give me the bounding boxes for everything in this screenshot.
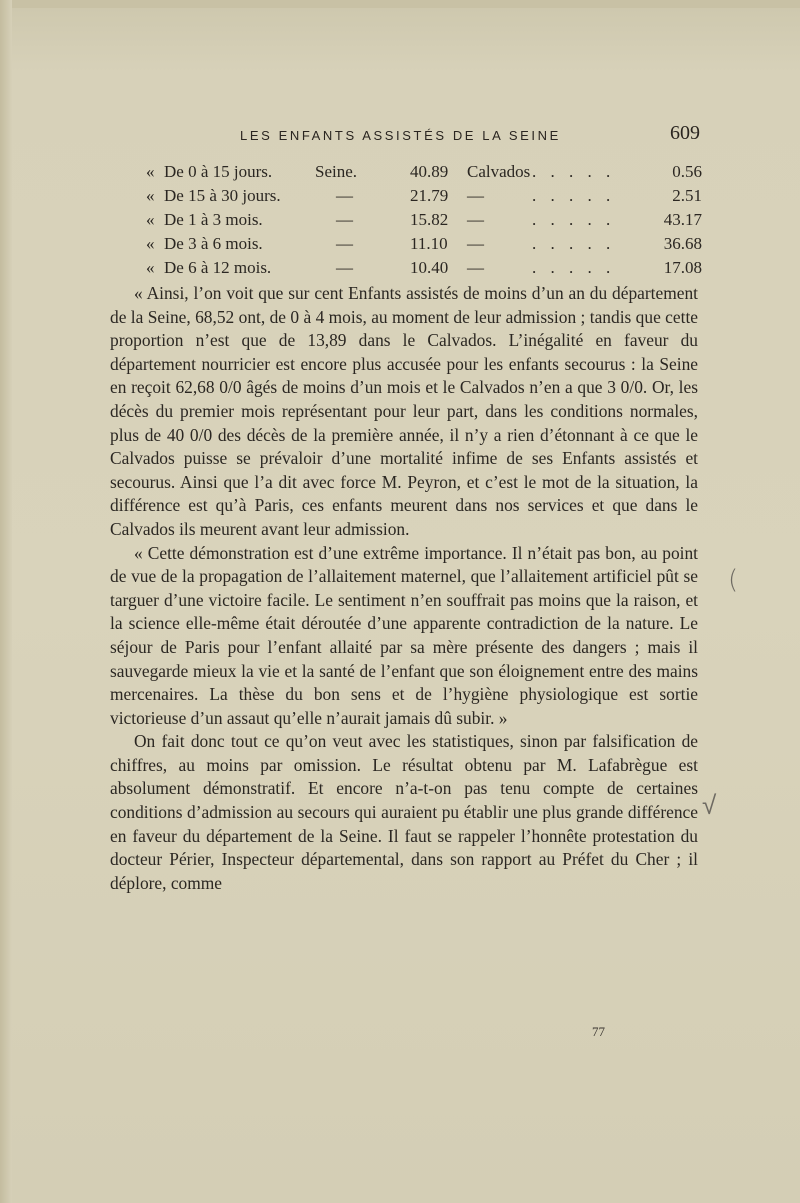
statistics-row — [140, 208, 710, 232]
page-left-edge — [0, 0, 12, 1203]
statistics-row — [140, 160, 710, 184]
body-text — [110, 282, 698, 895]
row-value-seine: 10.40 — [410, 258, 449, 277]
row-place-seine: — — [336, 258, 353, 277]
row-quote-mark: « — [146, 234, 155, 253]
row-place-seine: — — [336, 186, 353, 205]
row-place-seine: — — [336, 210, 353, 229]
page-header — [108, 122, 700, 152]
row-value-calvados: 2.51 — [672, 186, 702, 205]
row-value-calvados: 0.56 — [672, 162, 702, 181]
row-quote-mark: « — [146, 210, 155, 229]
paragraph: On fait donc tout ce qu’on veut avec les statistiques, sinon par falsification de chiffres, au moins par omission. Le résultat obtenu par M. Lafabrègue est absolument démonstratif. Et encore n’a-t-on pas tenu compte de certaines conditions d’admission au secours qui auraient pu établir une plus grande différence en faveur du département de la Seine. Il faut se rappeler l’honnête protestation du docteur Périer, Inspecteur départemental, dans son rapport au Préfet du Cher ; il déplore, comme — [110, 731, 698, 893]
pencil-check-mark: √ — [702, 791, 717, 821]
row-age-range: De 0 à 15 jours. — [164, 162, 273, 181]
row-age-range: De 15 à 30 jours. — [164, 186, 281, 205]
row-quote-mark: « — [146, 162, 155, 181]
row-leader-dots: . . . . . — [532, 210, 616, 229]
row-age-range: De 3 à 6 mois. — [164, 234, 263, 253]
row-value-calvados: 17.08 — [663, 258, 702, 277]
row-place-seine: — — [336, 234, 353, 253]
page-number: 609 — [670, 122, 700, 144]
row-value-seine: 11.10 — [410, 234, 448, 253]
page-top-edge — [0, 0, 800, 8]
row-value-calvados: 36.68 — [663, 234, 702, 253]
row-age-range: De 1 à 3 mois. — [164, 210, 263, 229]
row-leader-dots: . . . . . — [532, 234, 616, 253]
row-place-seine: Seine. — [315, 162, 358, 181]
pencil-bracket-mark: ( — [728, 565, 739, 595]
row-place-calvados: — — [467, 234, 484, 253]
row-leader-dots: . . . . . — [532, 186, 616, 205]
running-title: LES ENFANTS ASSISTÉS DE LA SEINE — [240, 128, 561, 143]
row-place-calvados: — — [467, 186, 484, 205]
folio-signature: 77 — [592, 1024, 605, 1039]
row-leader-dots: . . . . . — [532, 162, 616, 181]
row-quote-mark: « — [146, 258, 155, 277]
paragraph: « Cette démonstration est d’une extrême importance. Il n’était pas bon, au point de vue de la propagation de l’allaitement maternel, que l’allaitement artificiel pût se targuer d’une victoire facile. Le sentiment n’en souffrait pas moins que la raison, et la science elle-même était déroutée d’une apparente contradiction de la nature. Le séjour de Paris pour l’enfant allaité par sa mère présente des dangers ; mais il sauvegarde mieux la vie et la santé de l’enfant que son éloignement entre des mains mercenaires. La thèse du bon sens et de l’hygiène physiologique est sortie victorieuse d’un assaut qu’elle n’aurait jamais dû subir. » — [110, 542, 698, 728]
statistics-table — [140, 160, 710, 280]
statistics-row — [140, 256, 710, 280]
row-place-calvados: — — [467, 258, 484, 277]
row-leader-dots: . . . . . — [532, 258, 616, 277]
row-value-calvados: 43.17 — [663, 210, 702, 229]
row-age-range: De 6 à 12 mois. — [164, 258, 272, 277]
paragraph: « Ainsi, l’on voit que sur cent Enfants assistés de moins d’un an du département de la Seine, 68,52 ont, de 0 à 4 mois, au moment de leur admission ; tandis que cette proportion n’est que de 13,89 dans le Calvados. L’inégalité en faveur du département nourricier est encore plus accusée pour les enfants secourus : la Seine en reçoit 62,68 0/0 âgés de moins d’un mois et le Calvados n’en a que 3 0/0. Or, les décès du premier mois représentant pour leur part, dans les conditions normales, plus de 40 0/0 des décès de la première année, il n’y a rien d’étonnant à ce que le Calvados puisse se prévaloir d’une mortalité infime de ses Enfants assistés et secourus. Ainsi que l’a dit avec force M. Peyron, et c’est le mot de la situation, la différence est qu’à Paris, ces enfants meurent dans nos services et que dans le Calvados ils meurent avant leur admission. — [110, 283, 698, 539]
row-place-calvados: — — [467, 210, 484, 229]
row-value-seine: 40.89 — [410, 162, 449, 181]
row-value-seine: 15.82 — [410, 210, 449, 229]
statistics-row — [140, 184, 710, 208]
row-value-seine: 21.79 — [410, 186, 449, 205]
row-place-calvados: Calvados — [467, 162, 531, 181]
statistics-row — [140, 232, 710, 256]
row-quote-mark: « — [146, 186, 155, 205]
